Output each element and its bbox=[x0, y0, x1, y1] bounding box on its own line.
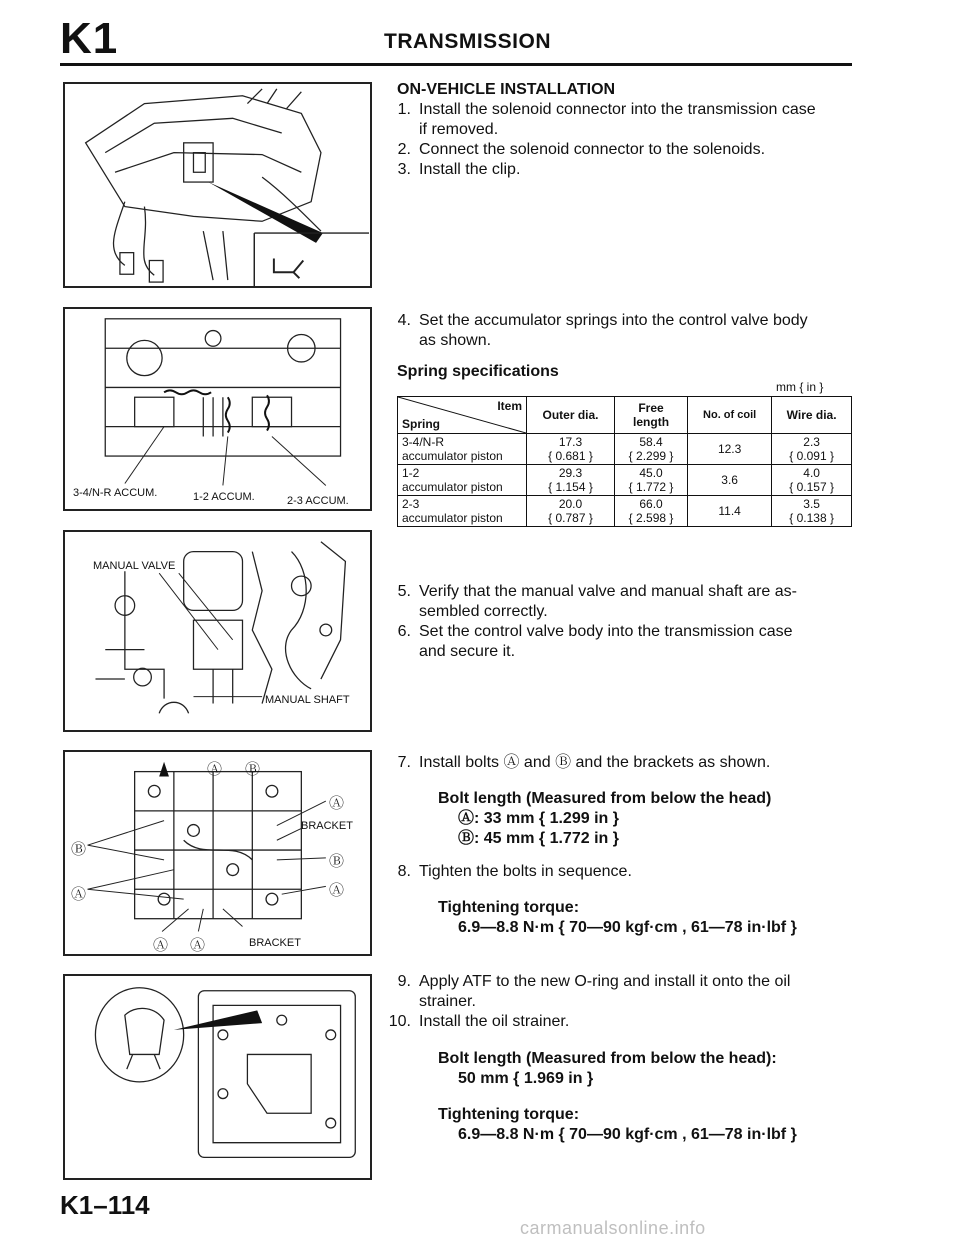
coil-count: 11.4 bbox=[688, 496, 772, 527]
header-spring: Spring bbox=[402, 417, 440, 431]
solenoid-connector-illustration bbox=[65, 84, 370, 286]
spring-name-sub: accumulator piston bbox=[402, 511, 503, 525]
bolt-a-marker-right: Ⓐ bbox=[329, 795, 345, 812]
step-2-number: 2. bbox=[397, 141, 411, 158]
free-length-mm: 66.0 bbox=[639, 497, 663, 511]
spring-spec-unit: mm { in } bbox=[776, 380, 824, 394]
step-9-number: 9. bbox=[397, 973, 411, 990]
step-10-text: Install the oil strainer. bbox=[419, 1013, 570, 1030]
figure-oil-strainer bbox=[63, 974, 372, 1180]
step-3-text: Install the clip. bbox=[419, 161, 521, 178]
page-number: K1–114 bbox=[60, 1190, 150, 1220]
outer-dia-in: { 0.681 } bbox=[548, 449, 593, 463]
coil-count: 3.6 bbox=[688, 465, 772, 496]
bolts-brackets-illustration bbox=[65, 752, 370, 954]
label-1-2-accum: 1-2 ACCUM. bbox=[193, 491, 255, 503]
wire-dia-in: { 0.157 } bbox=[789, 480, 834, 494]
figure-bolts-brackets bbox=[63, 750, 372, 956]
bolt-a-length: Ⓐ: 33 mm { 1.299 in } bbox=[458, 810, 619, 827]
step-5-text-cont: sembled correctly. bbox=[419, 603, 548, 620]
label-bracket-lower: BRACKET bbox=[249, 937, 301, 949]
spring-name: 3-4/N-R bbox=[402, 435, 445, 449]
step-5-text: Verify that the manual valve and manual shaft are as- bbox=[419, 583, 797, 600]
installation-heading: ON-VEHICLE INSTALLATION bbox=[397, 81, 616, 98]
wire-dia-in: { 0.091 } bbox=[789, 449, 834, 463]
spring-name-sub: accumulator piston bbox=[402, 449, 503, 463]
watermark: carmanualsonline.info bbox=[520, 1218, 706, 1238]
coil-count: 12.3 bbox=[688, 434, 772, 465]
bolt-b-marker-top: Ⓑ bbox=[245, 761, 261, 778]
step-8-text: Tighten the bolts in sequence. bbox=[419, 863, 632, 880]
step-10-number: 10. bbox=[388, 1013, 411, 1030]
bolt-length-value-2: 50 mm { 1.969 in } bbox=[458, 1070, 594, 1087]
wire-dia-mm: 3.5 bbox=[803, 497, 820, 511]
step-1-text-cont: if removed. bbox=[419, 121, 499, 138]
bolt-a-marker-top: Ⓐ bbox=[207, 761, 223, 778]
step-2-text: Connect the solenoid connector to the solenoids. bbox=[419, 141, 766, 158]
free-length-mm: 45.0 bbox=[639, 466, 663, 480]
label-manual-valve: MANUAL VALVE bbox=[93, 560, 176, 572]
header-rule bbox=[60, 63, 852, 66]
oil-strainer-illustration bbox=[65, 976, 370, 1178]
spring-name: 2-3 bbox=[402, 497, 420, 511]
bolt-b-marker-right: Ⓑ bbox=[329, 853, 345, 870]
step-9-text: Apply ATF to the new O-ring and install it onto the oil bbox=[419, 973, 791, 990]
step-5-number: 5. bbox=[397, 583, 411, 600]
step-1-number: 1. bbox=[397, 101, 411, 118]
bolt-length-title-2: Bolt length (Measured from below the head): bbox=[438, 1050, 777, 1067]
accumulator-springs-illustration bbox=[65, 309, 370, 509]
outer-dia-in: { 0.787 } bbox=[548, 511, 593, 525]
step-9-text-cont: strainer. bbox=[419, 993, 476, 1010]
step-4-text-cont: as shown. bbox=[419, 332, 492, 349]
figure-manual-valve bbox=[63, 530, 372, 732]
step-6-text: Set the control valve body into the transmission case bbox=[419, 623, 793, 640]
outer-dia-in: { 1.154 } bbox=[548, 480, 593, 494]
bolt-a-marker-bottom-2: Ⓐ bbox=[190, 937, 206, 954]
outer-dia-mm: 20.0 bbox=[558, 497, 583, 511]
wire-dia-mm: 2.3 bbox=[803, 435, 820, 449]
label-manual-shaft: MANUAL SHAFT bbox=[265, 694, 350, 706]
step-1-text: Install the solenoid connector into the transmission case bbox=[419, 101, 816, 118]
figure-accumulator-springs bbox=[63, 307, 372, 511]
bolt-length-title: Bolt length (Measured from below the head) bbox=[438, 790, 772, 807]
spring-spec-table bbox=[397, 396, 852, 527]
page-title: TRANSMISSION bbox=[384, 30, 552, 53]
label-bracket-upper: BRACKET bbox=[301, 820, 353, 832]
wire-dia-mm: 4.0 bbox=[803, 466, 820, 480]
bolt-b-length: Ⓑ: 45 mm { 1.772 in } bbox=[458, 830, 619, 847]
label-2-3-accum: 2-3 ACCUM. bbox=[287, 495, 349, 507]
torque-value-2: 6.9—8.8 N·m { 70—90 kgf·cm , 61—78 in·lbf } bbox=[458, 1126, 797, 1143]
step-6-text-cont: and secure it. bbox=[419, 643, 516, 660]
table-header-row bbox=[398, 397, 852, 434]
free-length-in: { 2.598 } bbox=[628, 511, 674, 525]
free-length-in: { 1.772 } bbox=[628, 480, 674, 494]
figure-solenoid-connector bbox=[63, 82, 372, 288]
step-6-number: 6. bbox=[397, 623, 411, 640]
bolt-a-marker-left: Ⓐ bbox=[71, 886, 87, 903]
torque-title-2: Tightening torque: bbox=[438, 1106, 580, 1123]
bolt-a-marker-right-lower: Ⓐ bbox=[329, 882, 345, 899]
header-item: Item bbox=[497, 399, 522, 413]
step-4-text: Set the accumulator springs into the control valve body bbox=[419, 312, 808, 329]
step-4-number: 4. bbox=[397, 312, 411, 329]
section-code: K1 bbox=[60, 14, 119, 63]
step-8-number: 8. bbox=[397, 863, 411, 880]
free-length-in: { 2.299 } bbox=[628, 449, 674, 463]
table-row bbox=[398, 434, 852, 465]
header-free-length: Free length bbox=[615, 397, 688, 434]
torque-value-1: 6.9—8.8 N·m { 70—90 kgf·cm , 61—78 in·lbf } bbox=[458, 919, 797, 936]
label-3-4-nr-accum: 3-4/N-R ACCUM. bbox=[73, 487, 158, 499]
outer-dia-mm: 29.3 bbox=[558, 466, 583, 480]
table-header-item-spring bbox=[398, 397, 527, 434]
spring-name-sub: accumulator piston bbox=[402, 480, 503, 494]
step-7-text: Install bolts Ⓐ and Ⓑ and the brackets as shown. bbox=[419, 754, 771, 771]
header-outer-dia: Outer dia. bbox=[527, 397, 615, 434]
torque-title-1: Tightening torque: bbox=[438, 899, 580, 916]
step-3-number: 3. bbox=[397, 161, 411, 178]
outer-dia-mm: 17.3 bbox=[558, 435, 583, 449]
wire-dia-in: { 0.138 } bbox=[789, 511, 834, 525]
table-row bbox=[398, 496, 852, 527]
table-row bbox=[398, 465, 852, 496]
bolt-a-marker-bottom-1: Ⓐ bbox=[153, 937, 169, 954]
free-length-mm: 58.4 bbox=[639, 435, 663, 449]
header-wire-dia: Wire dia. bbox=[772, 397, 852, 434]
bolt-b-marker-left: Ⓑ bbox=[71, 841, 87, 858]
spring-name: 1-2 bbox=[402, 466, 420, 480]
spring-spec-title: Spring specifications bbox=[397, 363, 559, 380]
header-no-of-coil: No. of coil bbox=[688, 397, 772, 434]
step-7-number: 7. bbox=[397, 754, 411, 771]
